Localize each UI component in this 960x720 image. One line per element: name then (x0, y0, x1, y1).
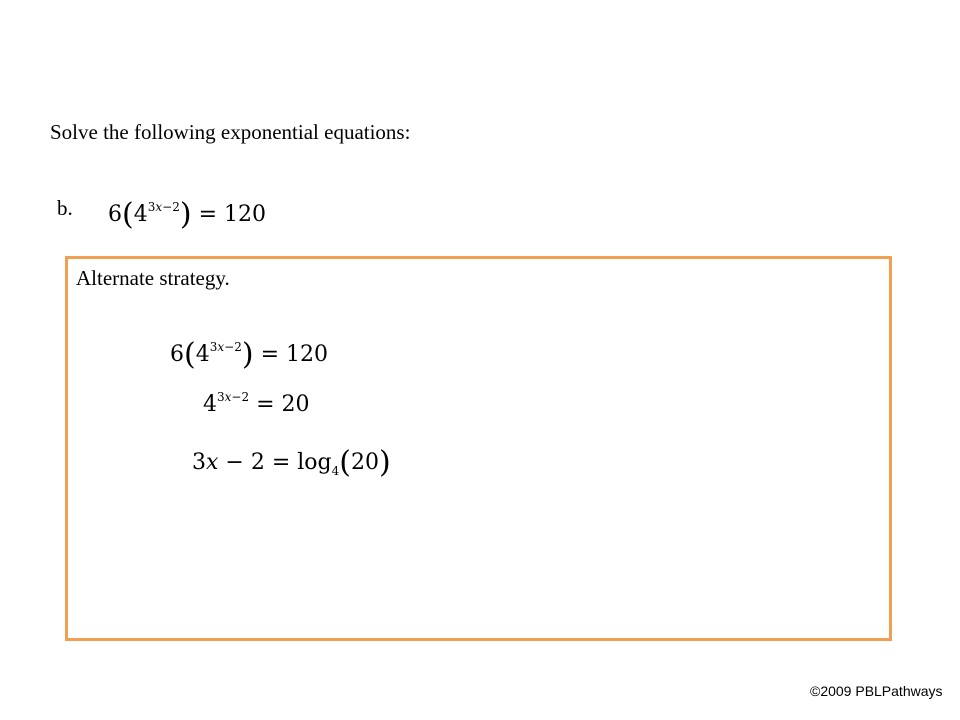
eq-exponent: 3x−2 (147, 200, 180, 214)
step-1-equation: $6(4^{3x-2}) = 120$ (170, 337, 328, 372)
eq-base: 4 (133, 202, 148, 227)
open-paren: ( (122, 197, 134, 232)
slide-heading: Solve the following exponential equations: (50, 120, 411, 144)
part-label: b. (57, 196, 73, 220)
strategy-title: Alternate strategy. (76, 266, 230, 290)
step-2-equation: $4^{3x-2} = 20$ (203, 390, 310, 417)
close-paren: ) (179, 197, 192, 232)
eq-rhs: = 120 (198, 202, 266, 227)
strategy-box (65, 256, 892, 641)
copyright-footer: ©2009 PBLPathways (810, 683, 943, 699)
eq-coefficient: 6 (108, 202, 122, 227)
step-3-equation: $3x - 2 = \log_4(20)$ (192, 445, 391, 480)
given-equation (108, 194, 266, 232)
